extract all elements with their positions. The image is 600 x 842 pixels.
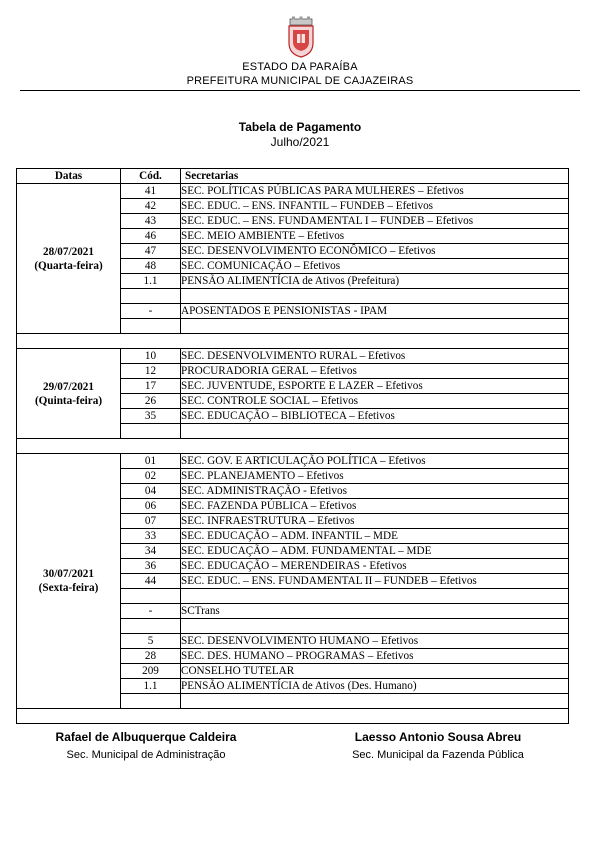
code-cell: 02 [121, 469, 181, 484]
department-cell: PROCURADORIA GERAL – Efetivos [181, 364, 569, 379]
department-cell: PENSÃO ALIMENTÍCIA de Ativos (Prefeitura) [181, 274, 569, 289]
department-cell: SEC. DESENVOLVIMENTO HUMANO – Efetivos [181, 634, 569, 649]
code-cell: 41 [121, 184, 181, 199]
column-header-dates: Datas [17, 169, 121, 184]
department-cell: SCTrans [181, 604, 569, 619]
table-row [17, 349, 569, 364]
code-cell: 43 [121, 214, 181, 229]
date-cell [17, 184, 121, 334]
payment-weekday: (Quinta-feira) [34, 394, 103, 407]
code-cell [121, 589, 181, 604]
code-cell [121, 694, 181, 709]
code-cell: 1.1 [121, 679, 181, 694]
state-name: ESTADO DA PARAÍBA [242, 61, 358, 73]
code-cell: 33 [121, 529, 181, 544]
payment-date: 28/07/2021 [43, 245, 94, 258]
department-cell: SEC. EDUC. – ENS. FUNDAMENTAL II – FUNDEB – Efetivos [181, 574, 569, 589]
separator-cell [17, 709, 569, 724]
code-cell [121, 289, 181, 304]
department-cell: SEC. POLÍTICAS PÚBLICAS PARA MULHERES – Efetivos [181, 184, 569, 199]
date-cell [17, 349, 121, 439]
department-cell [181, 289, 569, 304]
department-cell [181, 424, 569, 439]
department-cell: SEC. COMUNICAÇÃO – Efetivos [181, 259, 569, 274]
department-cell: SEC. EDUC. – ENS. FUNDAMENTAL I – FUNDEB – Efetivos [181, 214, 569, 229]
payment-date: 30/07/2021 [43, 568, 94, 580]
code-cell: 35 [121, 409, 181, 424]
payment-table-body [17, 184, 569, 724]
group-separator-row [17, 334, 569, 349]
payment-weekday: (Quarta-feira) [34, 259, 103, 272]
code-cell: - [121, 304, 181, 319]
code-cell: 07 [121, 514, 181, 529]
department-cell: SEC. GOV. E ARTICULAÇÃO POLÍTICA – Efetivos [181, 454, 569, 469]
code-cell: 34 [121, 544, 181, 559]
payment-table [16, 168, 569, 724]
document-subtitle: Julho/2021 [270, 135, 330, 149]
date-cell [17, 454, 121, 709]
department-cell: SEC. EDUCAÇÃO – BIBLIOTECA – Efetivos [181, 409, 569, 424]
code-cell: 04 [121, 484, 181, 499]
table-row [17, 184, 569, 199]
department-cell [181, 694, 569, 709]
table-header-row [17, 169, 569, 184]
separator-cell [17, 334, 569, 349]
department-cell: CONSELHO TUTELAR [181, 664, 569, 679]
municipal-crest-icon [286, 16, 316, 58]
code-cell: 44 [121, 574, 181, 589]
code-cell: - [121, 604, 181, 619]
city-hall-name: PREFEITURA MUNICIPAL DE CAJAZEIRAS [186, 75, 414, 87]
code-cell: 12 [121, 364, 181, 379]
department-cell: SEC. PLANEJAMENTO – Efetivos [181, 469, 569, 484]
department-cell: APOSENTADOS E PENSIONISTAS - IPAM [181, 304, 569, 319]
code-cell: 17 [121, 379, 181, 394]
code-cell: 06 [121, 499, 181, 514]
document-title: Tabela de Pagamento [238, 120, 362, 134]
code-cell: 46 [121, 229, 181, 244]
department-cell: SEC. DESENVOLVIMENTO RURAL – Efetivos [181, 349, 569, 364]
table-row [17, 454, 569, 469]
column-header-departments: Secretarias [181, 169, 569, 184]
code-cell: 01 [121, 454, 181, 469]
department-cell [181, 619, 569, 634]
department-cell: SEC. DES. HUMANO – PROGRAMAS – Efetivos [181, 649, 569, 664]
signature-block-finance [298, 730, 578, 761]
code-cell: 209 [121, 664, 181, 679]
code-cell: 47 [121, 244, 181, 259]
signatory-name: Rafael de Albuquerque Caldeira [55, 730, 237, 744]
department-cell: SEC. CONTROLE SOCIAL – Efetivos [181, 394, 569, 409]
department-cell: SEC. EDUCAÇÃO – ADM. FUNDAMENTAL – MDE [181, 544, 569, 559]
code-cell: 28 [121, 649, 181, 664]
signature-block-administration [6, 730, 286, 761]
department-cell: SEC. DESENVOLVIMENTO ECONÔMICO – Efetivos [181, 244, 569, 259]
signatory-role: Sec. Municipal de Administração [66, 749, 226, 761]
department-cell: SEC. EDUCAÇÃO – MERENDEIRAS - Efetivos [181, 559, 569, 574]
separator-cell [17, 439, 569, 454]
group-separator-row [17, 709, 569, 724]
department-cell [181, 589, 569, 604]
signatory-name: Laesso Antonio Sousa Abreu [354, 730, 522, 744]
code-cell [121, 319, 181, 334]
code-cell [121, 424, 181, 439]
department-cell: SEC. EDUCAÇÃO – ADM. INFANTIL – MDE [181, 529, 569, 544]
column-header-code: Cód. [121, 169, 181, 184]
department-cell: SEC. ADMINISTRAÇÃO - Efetivos [181, 484, 569, 499]
code-cell: 26 [121, 394, 181, 409]
department-cell: SEC. EDUC. – ENS. INFANTIL – FUNDEB – Efetivos [181, 199, 569, 214]
code-cell: 42 [121, 199, 181, 214]
department-cell: SEC. JUVENTUDE, ESPORTE E LAZER – Efetivos [181, 379, 569, 394]
code-cell: 36 [121, 559, 181, 574]
payment-weekday: (Sexta-feira) [38, 582, 99, 594]
code-cell: 48 [121, 259, 181, 274]
code-cell: 10 [121, 349, 181, 364]
code-cell: 5 [121, 634, 181, 649]
department-cell: SEC. INFRAESTRUTURA – Efetivos [181, 514, 569, 529]
code-cell [121, 619, 181, 634]
department-cell: SEC. MEIO AMBIENTE – Efetivos [181, 229, 569, 244]
payment-date: 29/07/2021 [43, 380, 94, 393]
group-separator-row [17, 439, 569, 454]
header-divider [20, 90, 580, 91]
department-cell: SEC. FAZENDA PÚBLICA – Efetivos [181, 499, 569, 514]
code-cell: 1.1 [121, 274, 181, 289]
signatory-role: Sec. Municipal da Fazenda Pública [352, 749, 524, 761]
department-cell: PENSÃO ALIMENTÍCIA de Ativos (Des. Humano) [181, 679, 569, 694]
department-cell [181, 319, 569, 334]
